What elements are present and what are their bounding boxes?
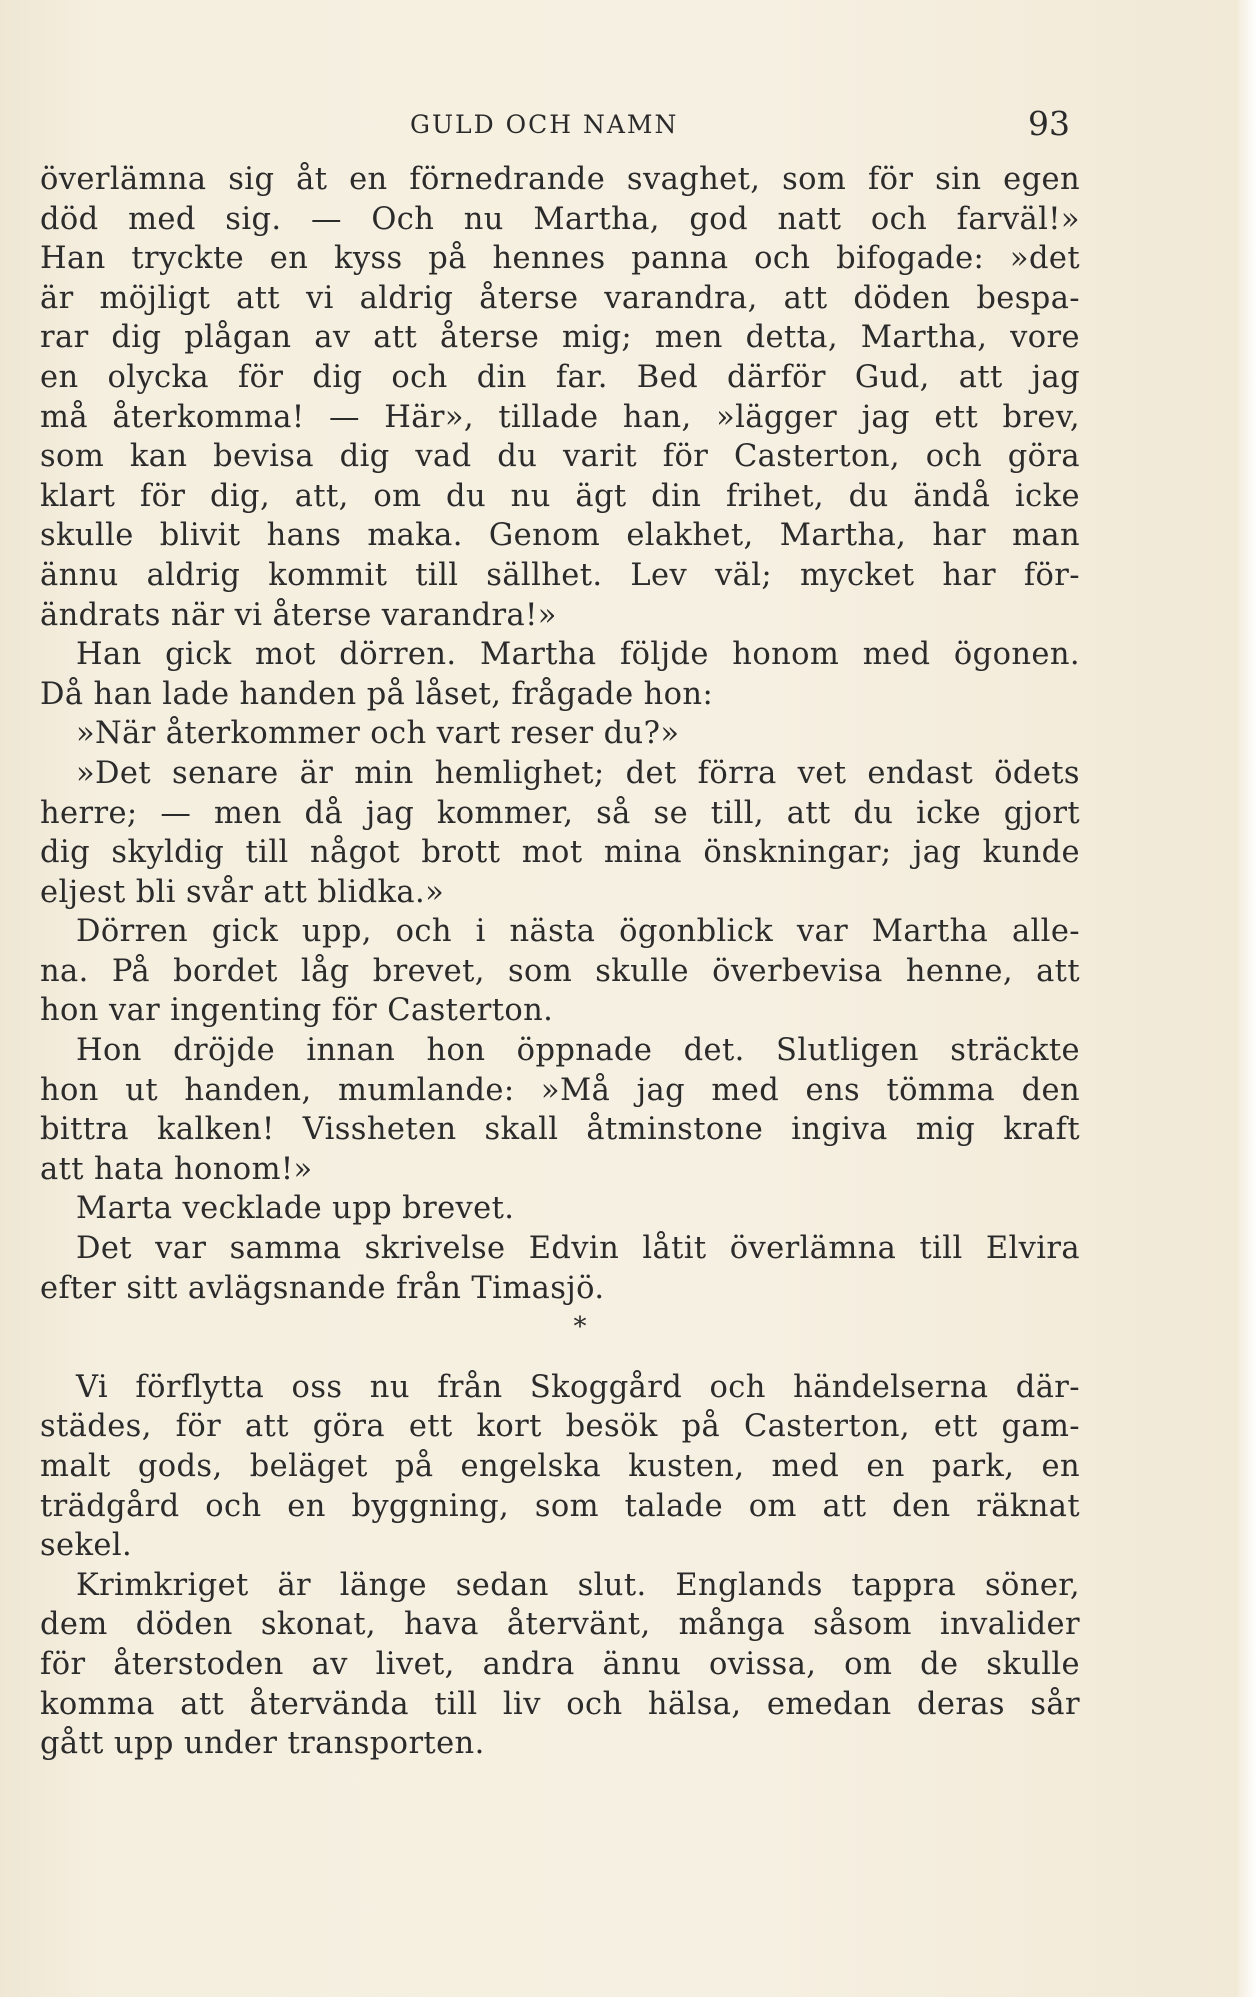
text-line: Vi förflytta oss nu från Skoggård och händelserna där- (76, 1369, 1080, 1405)
text-line: ännu aldrig kommit till sällhet. Lev väl; mycket har för- (40, 557, 1080, 593)
page-edge (1237, 0, 1257, 1997)
text-line: dig skyldig till något brott mot mina önskningar; jag kunde (40, 835, 1080, 871)
text-line: rar dig plågan av att återse mig; men detta, Martha, vore (40, 320, 1080, 356)
text-line: eljest bli svår att blidka.» (40, 874, 445, 910)
text-line: Då han lade handen på låset, frågade hon: (40, 676, 714, 712)
text-line: efter sitt avlägsnande från Timasjö. (40, 1270, 605, 1306)
text-line: att hata honom!» (40, 1151, 313, 1187)
text-line: en olycka för dig och din far. Bed därför Gud, att jag (40, 359, 1080, 395)
text-line: »När återkommer och vart reser du?» (76, 716, 680, 752)
body-text (40, 160, 1080, 1764)
text-line: komma att återvända till liv och hälsa, emedan deras sår (40, 1686, 1080, 1722)
text-line: Han gick mot dörren. Martha följde honom med ögonen. (76, 637, 1080, 673)
text-line: Hon dröjde innan hon öppnade det. Slutligen sträckte (76, 1033, 1080, 1069)
section-gap (40, 1348, 1080, 1368)
text-line: överlämna sig åt en förnedrande svaghet, som för sin egen (40, 162, 1080, 197)
text-line: na. På bordet låg brevet, som skulle överbevisa henne, att (40, 953, 1080, 989)
text-line: för återstoden av livet, andra ännu ovissa, om de skulle (40, 1646, 1080, 1682)
text-line: gått upp under transporten. (40, 1726, 485, 1762)
text-line: städes, för att göra ett kort besök på Casterton, ett gam- (40, 1409, 1080, 1445)
text-line: Dörren gick upp, och i nästa ögonblick var Martha alle- (76, 914, 1080, 950)
text-line: herre; — men då jag kommer, så se till, att du icke gjort (40, 795, 1080, 831)
text-line: sekel. (40, 1528, 133, 1564)
text-line: Han tryckte en kyss på hennes panna och bifogade: »det (40, 241, 1080, 277)
text-line: må återkomma! — Här», tillade han, »lägger jag ett brev, (40, 399, 1080, 435)
text-line: dem döden skonat, hava återvänt, många såsom invalider (40, 1607, 1080, 1643)
text-line: död med sig. — Och nu Martha, god natt och farväl!» (40, 201, 1080, 237)
text-line: »Det senare är min hemlighet; det förra vet endast ödets (76, 755, 1080, 791)
text-line: ändrats när vi återse varandra!» (40, 597, 557, 633)
section-separator: * (573, 1312, 587, 1343)
text-line: bittra kalken! Vissheten skall åtminstone ingiva mig kraft (40, 1112, 1080, 1148)
text-line: Krimkriget är länge sedan slut. Englands tappra söner, (76, 1567, 1080, 1603)
running-title: GULD OCH NAMN (410, 110, 679, 139)
text-line: är möjligt att vi aldrig återse varandra, att döden bespa- (40, 280, 1080, 316)
text-line: klart för dig, att, om du nu ägt din frihet, du ändå icke (40, 478, 1080, 514)
page-number: 93 (1028, 104, 1070, 143)
text-line: malt gods, beläget på engelska kusten, med en park, en (40, 1449, 1080, 1484)
text-line: trädgård och en byggning, som talade om att den räknat (40, 1488, 1080, 1524)
page-header (0, 104, 1257, 148)
text-line: hon ut handen, mumlande: »Må jag med ens tömma den (40, 1072, 1080, 1108)
text-line: skulle blivit hans maka. Genom elakhet, Martha, har man (40, 518, 1080, 554)
text-line: som kan bevisa dig vad du varit för Casterton, och göra (40, 439, 1080, 475)
text-line: Det var samma skrivelse Edvin låtit överlämna till Elvira (76, 1231, 1080, 1267)
text-line: Marta vecklade upp brevet. (76, 1191, 515, 1227)
text-line: hon var ingenting för Casterton. (40, 993, 554, 1029)
